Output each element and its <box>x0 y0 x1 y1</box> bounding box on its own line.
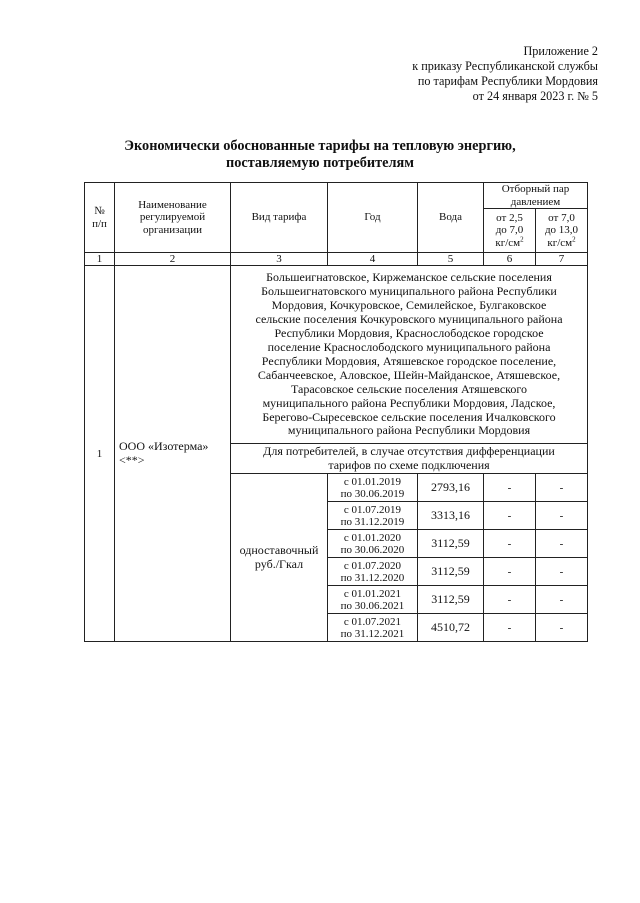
header-pressure-line: от 2,5 <box>496 211 523 224</box>
header-steam <box>484 183 588 209</box>
header-year: Год <box>328 183 418 253</box>
area-line: Республики Мордовия, Краснослободское городское <box>274 326 544 341</box>
period-cell <box>328 614 418 642</box>
pressure-2-value: - <box>536 530 588 558</box>
appendix-block <box>318 44 598 104</box>
area-line: Сабанчеевское, Аловское, Шейн-Майданское, Атяшевское, <box>257 367 561 382</box>
period-cell <box>328 502 418 530</box>
column-number: 7 <box>536 253 588 266</box>
header-pressure-line: до 7,0 <box>495 224 524 237</box>
period-from: с 01.01.2020 <box>343 531 402 544</box>
header-pressure-line <box>486 237 533 249</box>
pressure-1-value: - <box>484 474 536 502</box>
column-number: 5 <box>418 253 484 266</box>
appendix-line: к приказу Республиканской службы <box>412 59 598 73</box>
header-steam-line: Отборный пар <box>501 183 570 196</box>
pressure-2-value: - <box>536 502 588 530</box>
header-num <box>85 183 115 253</box>
column-number: 2 <box>115 253 231 266</box>
tariff-kind-line: одноставочный <box>239 543 319 557</box>
unit-superscript: 2 <box>572 235 576 244</box>
water-value: 3112,59 <box>418 530 484 558</box>
period-from: с 01.07.2021 <box>343 615 402 628</box>
area-line: Большеигнатовское, Киржеманское сельские поселения <box>266 270 552 285</box>
period-from: с 01.07.2019 <box>343 503 402 516</box>
pressure-2-value: - <box>536 614 588 642</box>
period-cell <box>328 586 418 614</box>
pressure-1-value: - <box>484 586 536 614</box>
period-to: по 30.06.2021 <box>340 599 405 612</box>
pressure-1-value: - <box>484 558 536 586</box>
area-line: Берегово-Сыресевское сельские поселения Ичалковского <box>262 409 556 424</box>
period-to: по 31.12.2019 <box>340 515 405 528</box>
period-from: с 01.01.2019 <box>343 475 402 488</box>
water-value: 3112,59 <box>418 586 484 614</box>
water-value: 4510,72 <box>418 614 484 642</box>
period-to: по 31.12.2021 <box>340 627 405 640</box>
unit-text: кг/см <box>547 236 573 249</box>
header-pressure-line <box>538 237 585 249</box>
area-line: Тарасовское сельские поселения Атяшевского <box>291 381 527 396</box>
title-line: поставляемую потребителям <box>225 155 415 171</box>
area-description <box>231 266 588 444</box>
title-line: Экономически обоснованные тарифы на тепловую энергию, <box>124 138 516 154</box>
header-pressure-line: до 13,0 <box>544 224 579 237</box>
header-org-line: Наименование <box>138 198 207 211</box>
area-line: поселение Краснослободского муниципального района <box>267 340 551 354</box>
column-number-row <box>85 253 588 266</box>
period-to: по 30.06.2019 <box>340 487 405 500</box>
appendix-line: по тарифам Республики Мордовия <box>417 74 598 88</box>
water-value: 3313,16 <box>418 502 484 530</box>
consumer-note-line: Для потребителей, в случае отсутствия дифференциации <box>263 444 555 458</box>
header-pressure-1 <box>484 209 536 253</box>
header-water: Вода <box>418 183 484 253</box>
document-title <box>0 138 640 172</box>
area-row <box>85 266 588 444</box>
header-pressure-2 <box>536 209 588 253</box>
area-line: Большеигнатовского муниципального района Республики <box>261 284 557 299</box>
header-pressure-line: от 7,0 <box>548 211 575 224</box>
org-name <box>115 266 231 642</box>
tariff-kind <box>231 474 328 642</box>
consumer-note <box>231 444 588 474</box>
pressure-2-value: - <box>536 558 588 586</box>
row-number: 1 <box>85 266 115 642</box>
period-cell <box>328 558 418 586</box>
period-to: по 31.12.2020 <box>340 571 405 584</box>
org-name-line: ООО «Изотерма» <box>119 439 209 453</box>
header-org-line: организации <box>142 223 203 236</box>
header-row <box>85 183 588 209</box>
period-cell <box>328 474 418 502</box>
period-from: с 01.01.2021 <box>343 587 402 600</box>
area-line: Мордовия, Кочкуровское, Семилейское, Булгаковское <box>271 298 547 313</box>
period-cell <box>328 530 418 558</box>
appendix-line: Приложение 2 <box>523 44 598 58</box>
pressure-1-value: - <box>484 614 536 642</box>
header-steam-line: давлением <box>510 195 561 208</box>
column-number: 3 <box>231 253 328 266</box>
pressure-1-value: - <box>484 502 536 530</box>
pressure-2-value: - <box>536 586 588 614</box>
appendix-line: от 24 января 2023 г. № 5 <box>472 89 598 103</box>
tariff-kind-line: руб./Гкал <box>254 556 304 571</box>
water-value: 3112,59 <box>418 558 484 586</box>
period-to: по 30.06.2020 <box>340 543 405 556</box>
area-line: Республики Мордовия, Атяшевское городское поселение, <box>261 353 557 368</box>
water-value: 2793,16 <box>418 474 484 502</box>
header-num-line: № <box>94 205 105 218</box>
pressure-1-value: - <box>484 530 536 558</box>
header-num-line: п/п <box>92 217 107 230</box>
unit-text: кг/см <box>495 236 521 249</box>
pressure-2-value: - <box>536 474 588 502</box>
period-from: с 01.07.2020 <box>343 559 402 572</box>
column-number: 6 <box>484 253 536 266</box>
consumer-note-line: тарифов по схеме подключения <box>328 457 490 472</box>
org-name-line: <**> <box>119 452 145 467</box>
tariff-table <box>84 182 588 642</box>
header-tariff-type: Вид тарифа <box>231 183 328 253</box>
header-org-line: регулируемой <box>139 211 206 224</box>
unit-superscript: 2 <box>520 235 524 244</box>
area-line: муниципального района Республики Мордовия, Ладское, <box>262 395 556 410</box>
column-number: 4 <box>328 253 418 266</box>
area-line: сельские поселения Кочкуровского муниципального района <box>255 312 563 327</box>
area-line: муниципального района Республики Мордовия <box>287 423 531 438</box>
header-org <box>115 183 231 253</box>
column-number: 1 <box>85 253 115 266</box>
